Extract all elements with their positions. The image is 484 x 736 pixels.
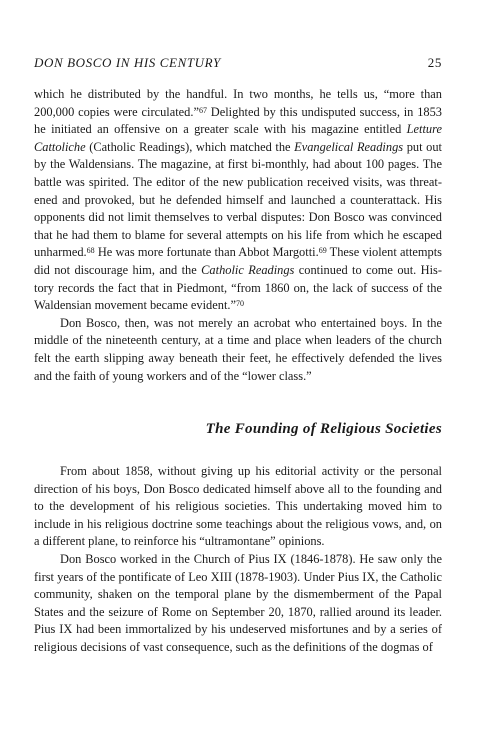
page-number: 25: [427, 55, 442, 70]
footnote-marker: 69: [318, 246, 327, 256]
footnote-marker: 68: [86, 246, 95, 256]
footnote-marker: 70: [236, 299, 244, 309]
paragraph-text: Delighted by this undisputed success, in 1853 he initiated an offensive on a greater scale with his magazine entitled: [34, 104, 442, 137]
paragraph-text: (Catholic Readings), which matched the: [85, 139, 295, 154]
italic-title: Letture Cattoliche: [34, 122, 442, 154]
footnote-marker: 67: [198, 105, 207, 115]
paragraph-1: [34, 86, 442, 315]
running-title: DON BOSCO IN HIS CENTURY: [34, 55, 221, 70]
section-heading: The Founding of Religious Societies: [205, 421, 442, 438]
paragraph-3: From about 1858, without giving up his editorial activity or the personal direction of his boys, Don Bosco dedicated himself above all to the founding and to the development of his religious societies. This undertaking moved him to include in his religious doctrine some teachings about the religious vows, and, on a different plane, to reinforce his “ultramontane” opinions.: [34, 464, 442, 549]
paragraph-text: put out by the Waldensians. The magazine, at first bi-monthly, had about 100 pages. The battle was spirited. The editor of the new publication received visits, was threatened and provoked, but he defended himself and launched a counterattack. His opponents did not limit themselves to verbal disputes: Don Bosco was convinced that he had them to blame for several attempts on his life from which he escaped unharmed.: [34, 139, 442, 260]
paragraph-text: These violent attempts did not discourage him, and the: [34, 245, 442, 277]
paragraph-text: which he distributed by the handful. In two months, he tells us, “more than 200,000 copies were circulated.”: [34, 87, 442, 119]
paragraph-2: Don Bosco, then, was not merely an acrobat who entertained boys. In the middle of the nineteenth century, at a time and place when leaders of the church felt the earth slipping away beneath their feet, he effectively defended the lives and the faith of young workers and of the “lower class.”: [34, 315, 442, 383]
paragraph-text: continued to come out. History records the fact that in Piedmont, “from 1860 on, the lack of success of the Waldensian movement became evident.”: [34, 262, 443, 313]
running-head: [34, 55, 442, 73]
text-block: [34, 86, 442, 657]
italic-title: Evangelical Readings: [294, 139, 404, 154]
paragraph-4: Don Bosco worked in the Church of Pius IX (1846-1878). He saw only the first years of the pontificate of Leo XIII (1878-1903). Under Pius IX, the Catholic community, shaken on the temporal plane by the dismemberment of the Papal States and the seizure of Rome on September 20, 1870, rallied around its leader. Pius IX had been immortalized by his undeserved misfortunes and by a series of religious decisions of vast consequence, such as the definitions of the dogmas of: [34, 552, 442, 655]
italic-title: Catholic Readings: [201, 262, 295, 277]
paragraph-text: He was more fortunate than Abbot Margotti.: [94, 245, 319, 260]
